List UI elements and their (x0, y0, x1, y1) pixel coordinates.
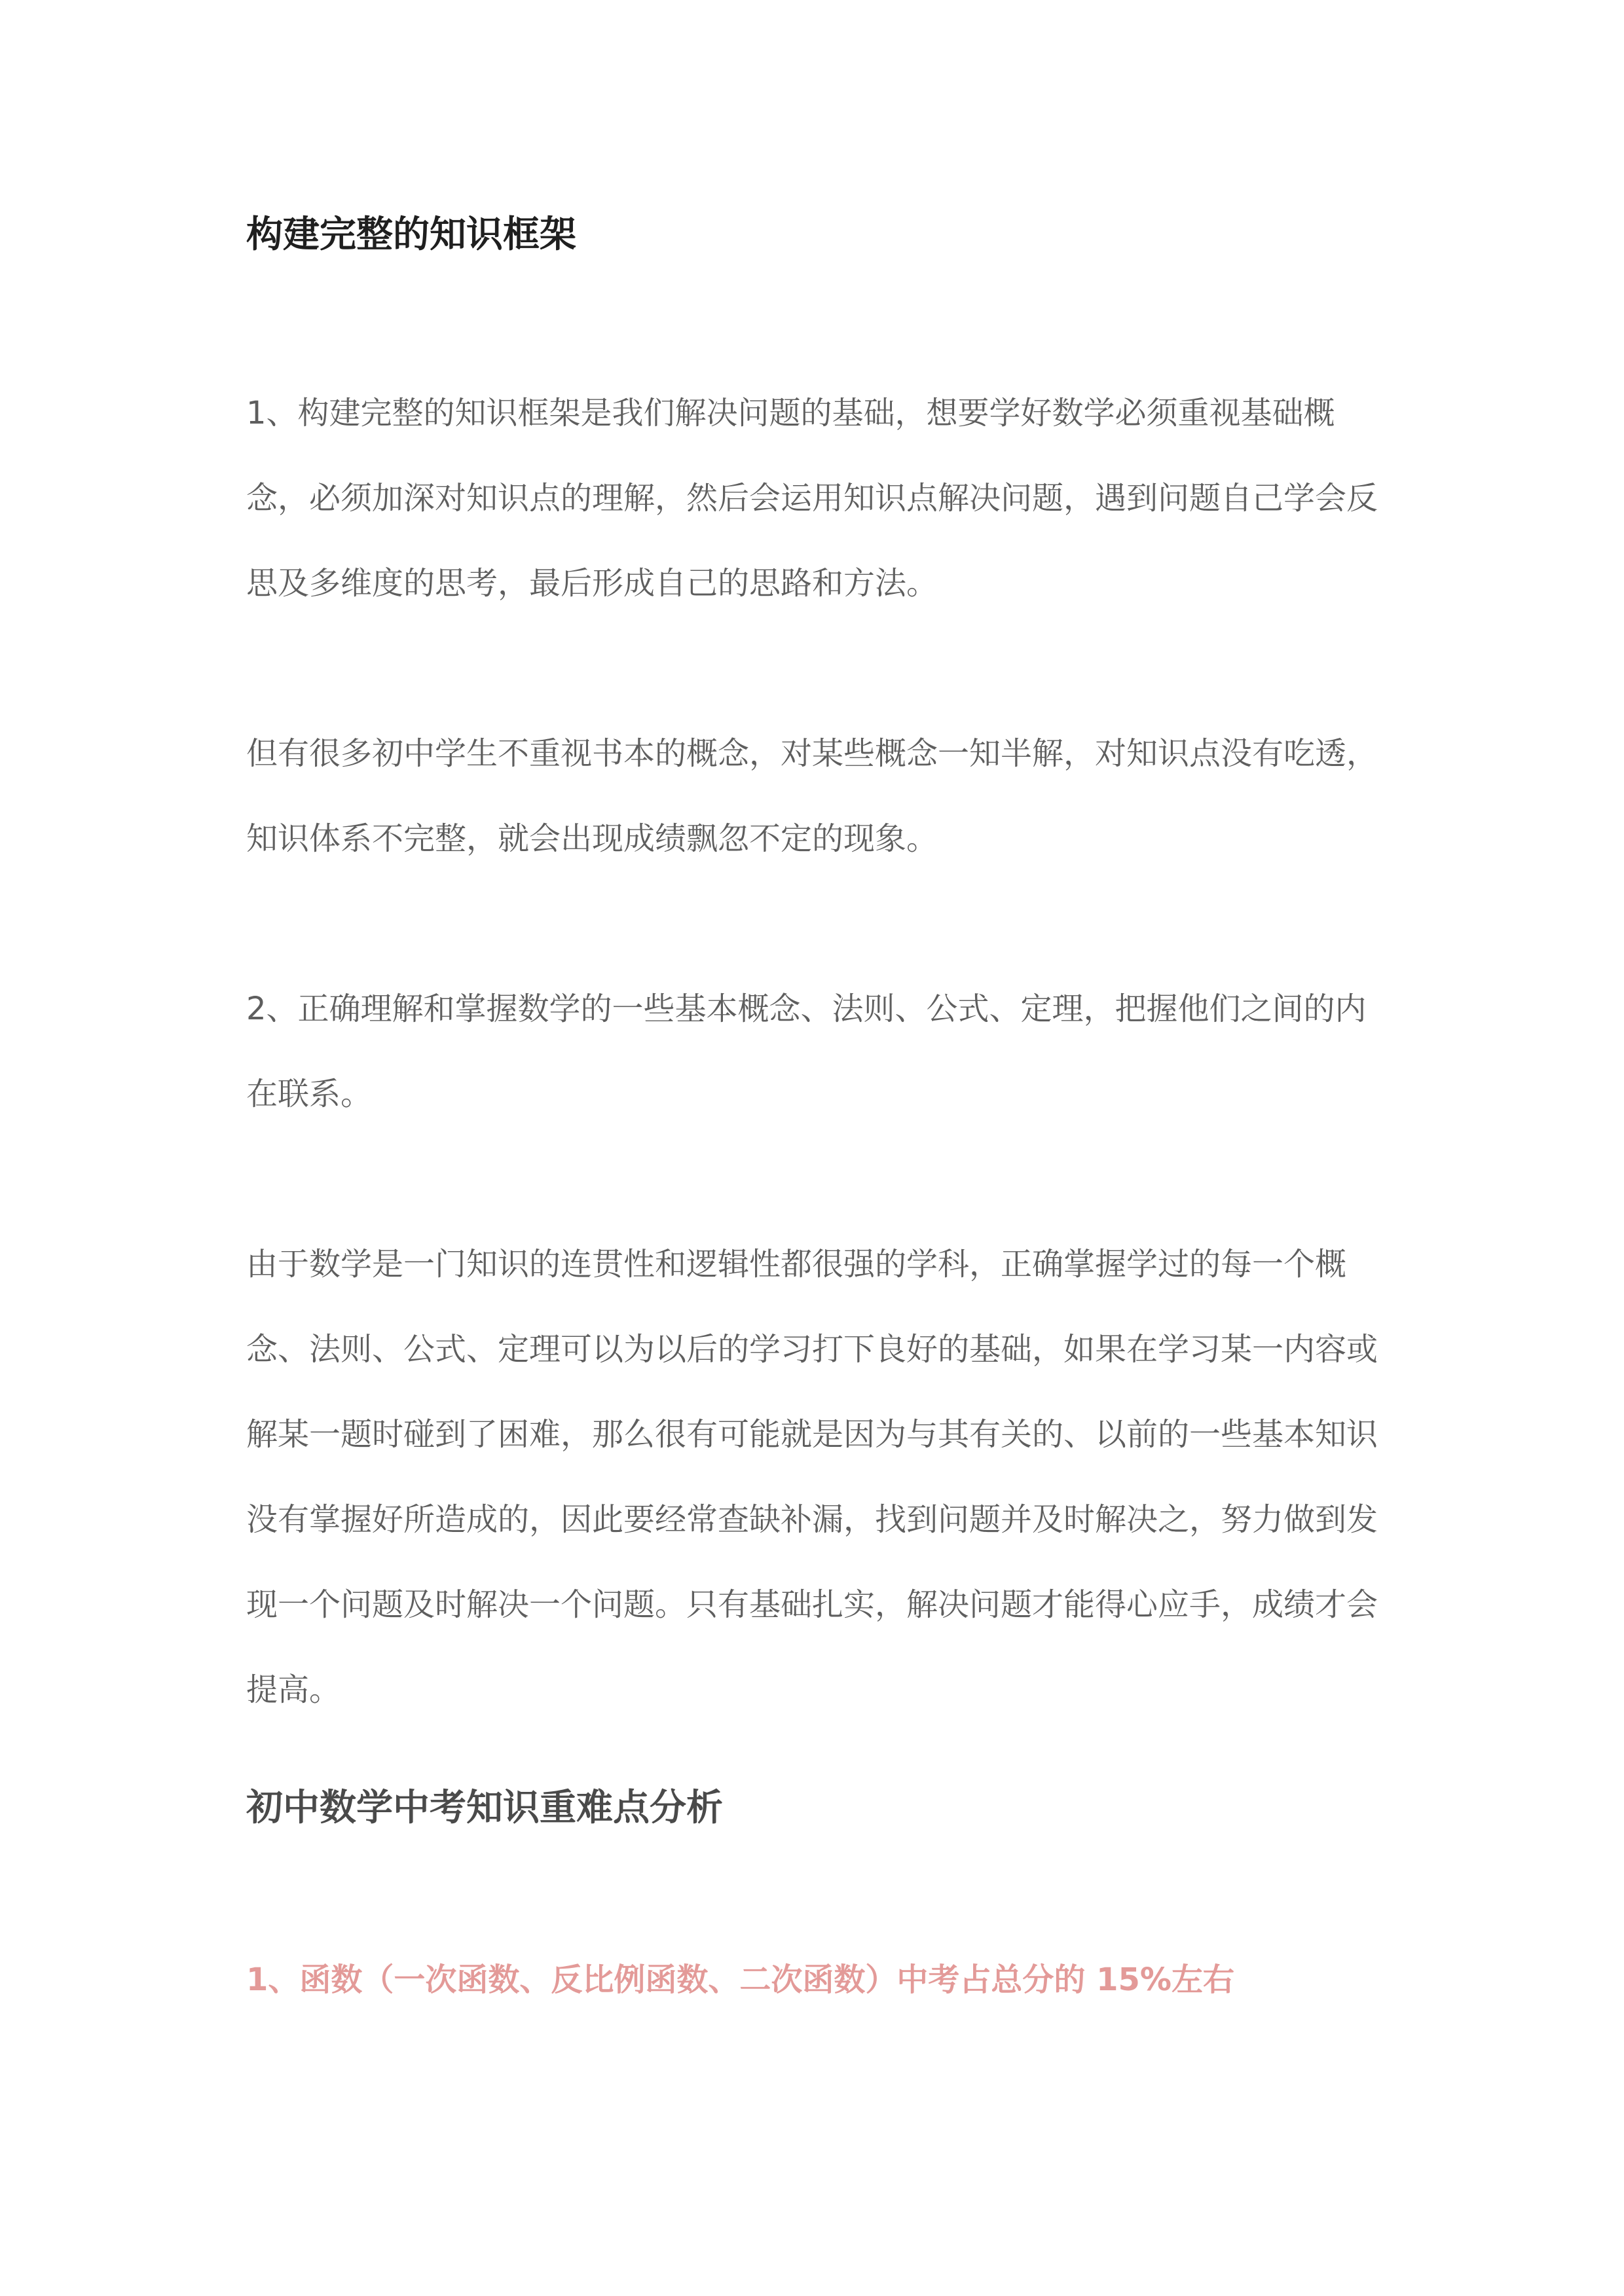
section-heading: 初中数学中考知识重难点分析 (246, 1787, 723, 1829)
paragraph-continuity-logic: 由于数学是一门知识的连贯性和逻辑性都很强的学科，正确掌握学过的每一个概念、法则、公式、定理可以为以后的学习打下良好的基础，如果在学习某一内容或解某一题时碰到了困难，那么很有可能就是因为与其有关的、以前的一些基本知识没有掌握好所造成的，因此要经常查缺补漏，找到问题并及时解决之，努力做到发现一个问题及时解决一个问题。只有基础扎实，解决问题才能得心应手，成绩才会提高。 (246, 1246, 1378, 1708)
page-title: 构建完整的知识框架 (246, 213, 576, 256)
subsection-heading: 1、函数（一次函数、反比例函数、二次函数）中考占总分的 15%左右 (246, 1961, 1235, 1998)
paragraph-concept-neglect: 但有很多初中学生不重视书本的概念，对某些概念一知半解，对知识点没有吃透，知识体系不完整，就会出现成绩飘忽不定的现象。 (246, 735, 1378, 857)
paragraph-knowledge-framework: 1、构建完整的知识框架是我们解决问题的基础，想要学好数学必须重视基础概念，必须加深对知识点的理解，然后会运用知识点解决问题，遇到问题自己学会反思及多维度的思考，最后形成自己的思路和方法。 (246, 395, 1378, 602)
paragraph-basic-concepts: 2、正确理解和掌握数学的一些基本概念、法则、公式、定理，把握他们之间的内在联系。 (246, 991, 1367, 1112)
